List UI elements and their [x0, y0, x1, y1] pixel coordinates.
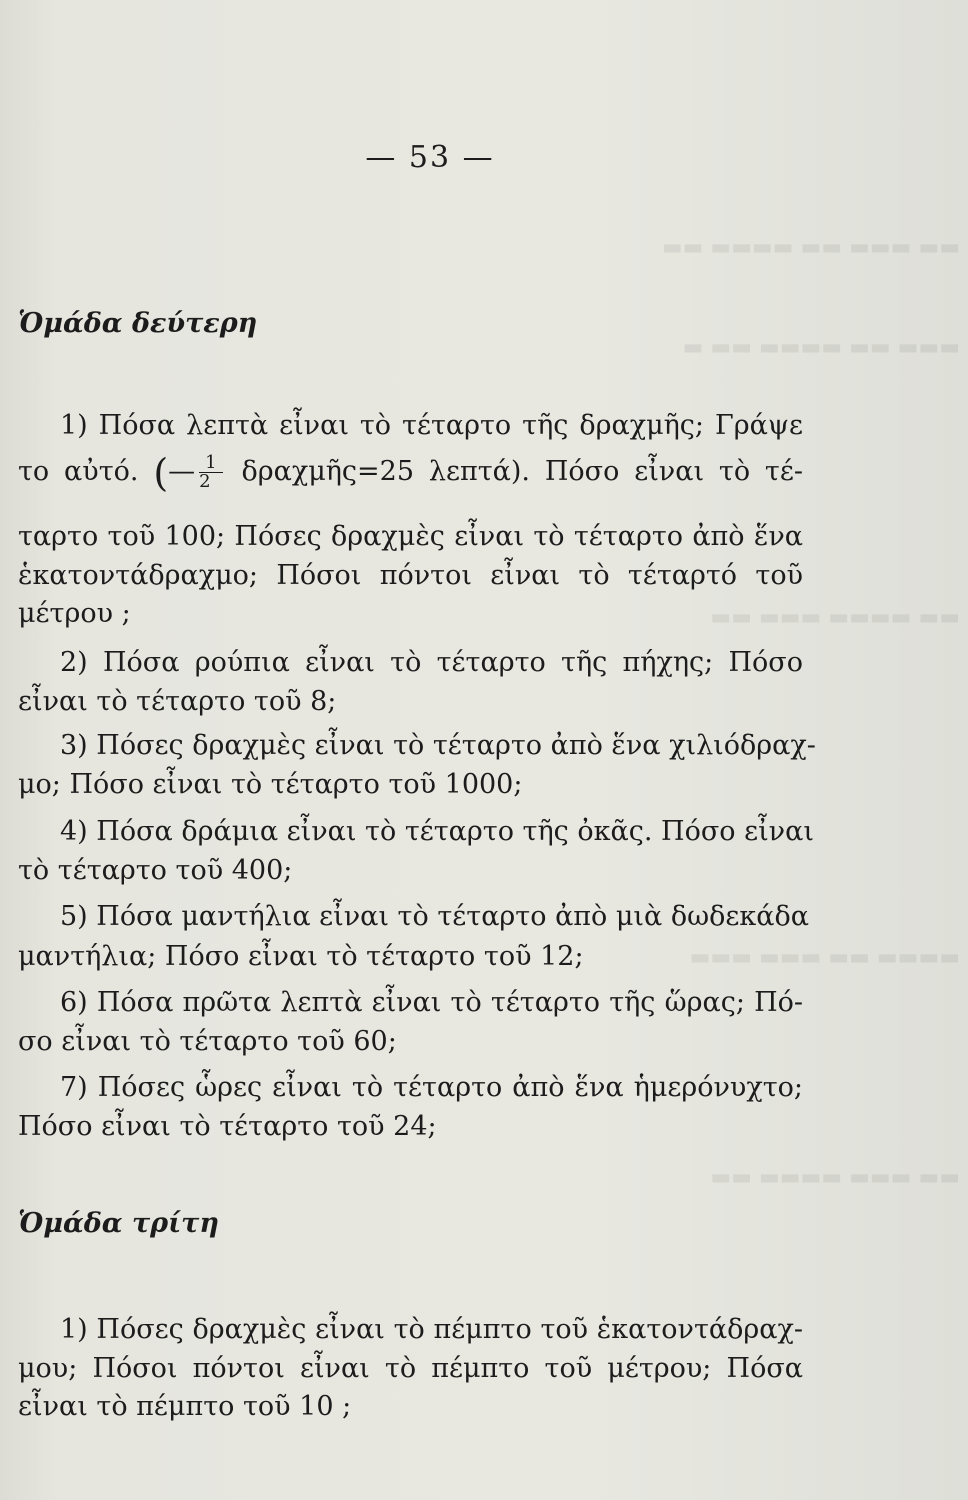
- text-line: μο; Πόσο εἶναι τὸ τέταρτο τοῦ 1000;: [18, 769, 523, 800]
- text-line: 2) Πόσα ρούπια εἶναι τὸ τέταρτο τῆς πήχης; Πόσο: [60, 647, 803, 678]
- text-fragment: δραχμῆς=25 λεπτά). Πόσο εἶναι τὸ τέ-: [241, 456, 803, 487]
- text-line: ταρτο τοῦ 100; Πόσες δραχμὲς εἶναι τὸ τέταρτο ἀπὸ ἕνα: [18, 521, 803, 552]
- text-line: εἶναι τὸ τέταρτο τοῦ 8;: [18, 686, 337, 717]
- text-line: εἶναι τὸ πέμπτο τοῦ 10 ;: [18, 1391, 352, 1422]
- fraction: [199, 454, 222, 491]
- text-line: μου; Πόσοι πόντοι εἶναι τὸ πέμπτο τοῦ μέτρου; Πόσα: [18, 1353, 803, 1384]
- show-through-text: ▬▬ ▬▬▬ ▬▬▬▬ ▬▬: [710, 1165, 960, 1190]
- text-fragment: το αὐτό.: [18, 456, 139, 487]
- text-line: 1) Πόσες δραχμὲς εἶναι τὸ πέμπτο τοῦ ἑκατοντάδραχ-: [60, 1314, 803, 1345]
- text-line: 6) Πόσα πρῶτα λεπτὰ εἶναι τὸ τέταρτο τῆς ὥρας; Πό-: [60, 987, 803, 1018]
- page-number: — 53 —: [365, 140, 495, 175]
- open-paren: (: [153, 451, 169, 495]
- text-line: 7) Πόσες ὧρες εἶναι τὸ τέταρτο ἀπὸ ἕνα ἡμερόνυχτο;: [60, 1072, 803, 1103]
- show-through-text: ▬▬ ▬▬▬ ▬▬ ▬▬▬▬ ▬▬: [661, 235, 960, 260]
- text-line: 3) Πόσες δραχμὲς εἶναι τὸ τέταρτο ἀπὸ ἕνα χιλιόδραχ-: [60, 730, 816, 761]
- section-heading-second: Ὁμάδα δεύτερη: [18, 308, 258, 339]
- section-heading-third: Ὁμάδα τρίτη: [18, 1208, 219, 1239]
- text-line-with-fraction: [18, 452, 803, 493]
- text-line: τὸ τέταρτο τοῦ 400;: [18, 855, 293, 886]
- text-line: Πόσο εἶναι τὸ τέταρτο τοῦ 24;: [18, 1111, 437, 1142]
- text-line: 1) Πόσα λεπτὰ εἶναι τὸ τέταρτο τῆς δραχμῆς; Γράψε: [60, 410, 803, 441]
- text-line: σο εἶναι τὸ τέταρτο τοῦ 60;: [18, 1026, 397, 1057]
- fraction-denominator: 2: [199, 471, 211, 492]
- fraction-numerator: 1: [199, 454, 222, 473]
- text-line: 4) Πόσα δράμια εἶναι τὸ τέταρτο τῆς ὀκᾶς. Πόσο εἶναι: [60, 816, 814, 847]
- text-line: μέτρου ;: [18, 598, 131, 629]
- text-line: μαντήλια; Πόσο εἶναι τὸ τέταρτο τοῦ 12;: [18, 941, 584, 972]
- show-through-text: ▬▬▬▬ ▬▬ ▬▬▬ ▬▬▬: [689, 945, 960, 970]
- text-line: ἑκατοντάδραχμο; Πόσοι πόντοι εἶναι τὸ τέταρτό τοῦ: [18, 560, 803, 591]
- text-line: 5) Πόσα μαντήλια εἶναι τὸ τέταρτο ἀπὸ μιὰ δωδεκάδα: [60, 901, 809, 932]
- show-through-text: ▬▬ ▬▬▬▬ ▬▬▬ ▬▬: [710, 605, 960, 630]
- show-through-text: ▬▬▬ ▬▬ ▬▬▬▬ ▬▬ ▬: [682, 335, 960, 360]
- dash: —: [168, 456, 196, 487]
